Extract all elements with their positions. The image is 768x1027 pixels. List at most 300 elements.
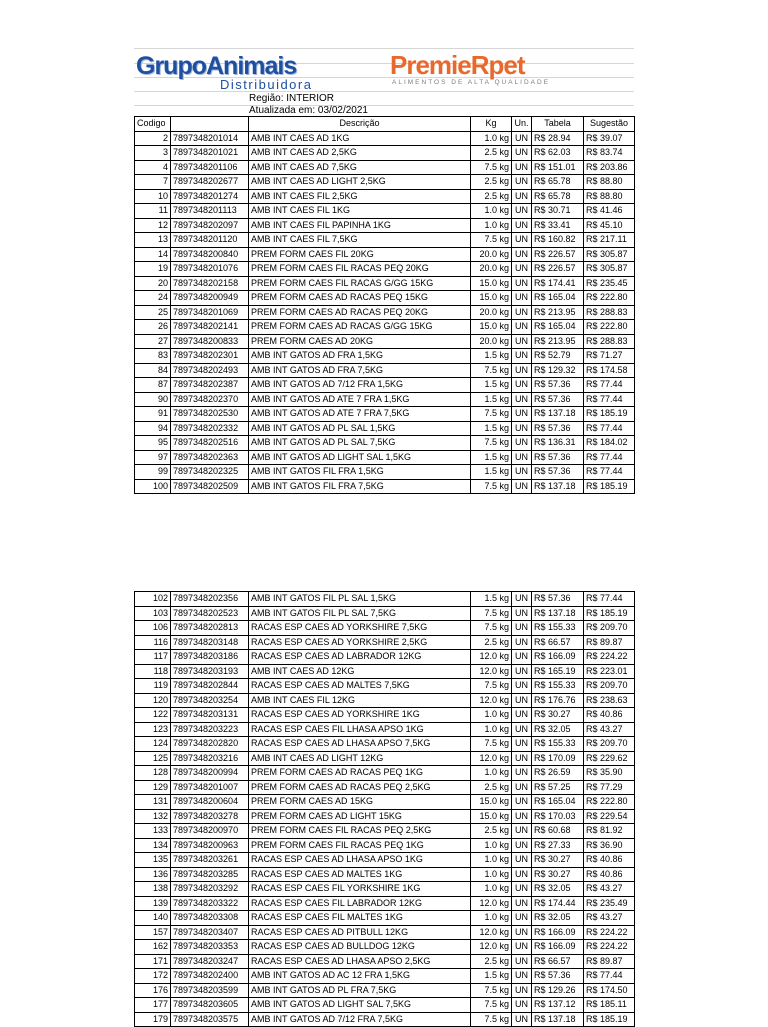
cell-un: UN [512,450,532,465]
cell-descricao: AMB INT GATOS AD 7/12 FRA 1,5KG [249,378,471,393]
cell-ean: 7897348201014 [171,131,249,146]
cell-descricao: AMB INT CAES AD 12KG [249,664,471,679]
cell-tabela: R$ 137.18 [532,1012,584,1027]
cell-ean: 7897348203261 [171,853,249,868]
table-row [135,450,635,465]
cell-codigo: 102 [135,592,171,607]
cell-codigo: 123 [135,722,171,737]
cell-kg: 2.5 kg [471,824,512,839]
cell-tabela: R$ 62.03 [532,146,584,161]
cell-un: UN [512,320,532,335]
price-table-2-body [135,592,635,1027]
cell-un: UN [512,276,532,291]
cell-kg: 12.0 kg [471,896,512,911]
cell-sugestao: R$ 185.19 [584,606,635,621]
cell-descricao: RACAS ESP CAES AD MALTES 1KG [249,867,471,882]
cell-tabela: R$ 57.36 [532,450,584,465]
table-header-row [135,117,635,132]
cell-un: UN [512,175,532,190]
cell-un: UN [512,867,532,882]
cell-codigo: 128 [135,766,171,781]
table-row [135,407,635,422]
cell-descricao: AMB INT GATOS FIL PL SAL 1,5KG [249,592,471,607]
cell-ean: 7897348203186 [171,650,249,665]
cell-sugestao: R$ 77.44 [584,421,635,436]
cell-tabela: R$ 165.04 [532,320,584,335]
cell-kg: 1.0 kg [471,708,512,723]
table-row [135,1012,635,1027]
table-row [135,334,635,349]
cell-descricao: RACAS ESP CAES AD YORKSHIRE 2,5KG [249,635,471,650]
cell-descricao: RACAS ESP CAES AD YORKSHIRE 1KG [249,708,471,723]
cell-descricao: PREM FORM CAES FIL RACAS PEQ 1KG [249,838,471,853]
cell-codigo: 157 [135,925,171,940]
column-header-tabela: Tabela [532,117,584,132]
cell-sugestao: R$ 43.27 [584,911,635,926]
cell-tabela: R$ 137.18 [532,407,584,422]
cell-kg: 20.0 kg [471,262,512,277]
cell-descricao: PREM FORM CAES FIL 20KG [249,247,471,262]
table-row [135,276,635,291]
cell-descricao: AMB INT CAES FIL 1KG [249,204,471,219]
cell-kg: 12.0 kg [471,925,512,940]
cell-un: UN [512,853,532,868]
cell-ean: 7897348201274 [171,189,249,204]
cell-kg: 1.5 kg [471,592,512,607]
cell-ean: 7897348203278 [171,809,249,824]
cell-ean: 7897348202493 [171,363,249,378]
cell-codigo: 171 [135,954,171,969]
cell-descricao: AMB INT CAES AD LIGHT 12KG [249,751,471,766]
cell-sugestao: R$ 305.87 [584,262,635,277]
cell-codigo: 26 [135,320,171,335]
table-row [135,954,635,969]
cell-tabela: R$ 30.27 [532,708,584,723]
cell-ean: 7897348202325 [171,465,249,480]
table-row [135,838,635,853]
cell-kg: 7.5 kg [471,1012,512,1027]
cell-descricao: AMB INT GATOS AD PL SAL 7,5KG [249,436,471,451]
cell-un: UN [512,998,532,1013]
cell-un: UN [512,247,532,262]
cell-kg: 1.0 kg [471,911,512,926]
cell-un: UN [512,291,532,306]
cell-sugestao: R$ 185.19 [584,1012,635,1027]
cell-descricao: AMB INT GATOS AD ATE 7 FRA 7,5KG [249,407,471,422]
cell-ean: 7897348203216 [171,751,249,766]
cell-ean: 7897348203223 [171,722,249,737]
cell-ean: 7897348202332 [171,421,249,436]
cell-sugestao: R$ 222.80 [584,795,635,810]
cell-tabela: R$ 137.18 [532,479,584,494]
cell-tabela: R$ 32.05 [532,911,584,926]
premierpet-logo [390,52,560,98]
cell-ean: 7897348202387 [171,378,249,393]
cell-kg: 15.0 kg [471,291,512,306]
cell-un: UN [512,838,532,853]
cell-codigo: 140 [135,911,171,926]
cell-codigo: 27 [135,334,171,349]
grupoanimais-logo-text: GrupoAnimais [136,52,297,80]
table-row [135,635,635,650]
cell-kg: 15.0 kg [471,809,512,824]
cell-un: UN [512,809,532,824]
cell-codigo: 136 [135,867,171,882]
cell-codigo: 87 [135,378,171,393]
cell-tabela: R$ 151.01 [532,160,584,175]
cell-tabela: R$ 66.57 [532,954,584,969]
cell-sugestao: R$ 224.22 [584,925,635,940]
table-row [135,780,635,795]
cell-un: UN [512,189,532,204]
cell-tabela: R$ 174.41 [532,276,584,291]
cell-sugestao: R$ 77.44 [584,969,635,984]
cell-kg: 1.0 kg [471,722,512,737]
cell-tabela: R$ 65.78 [532,189,584,204]
cell-tabela: R$ 57.36 [532,592,584,607]
table-row [135,664,635,679]
cell-codigo: 10 [135,189,171,204]
cell-un: UN [512,204,532,219]
cell-sugestao: R$ 36.90 [584,838,635,853]
cell-un: UN [512,708,532,723]
cell-kg: 20.0 kg [471,247,512,262]
cell-sugestao: R$ 222.80 [584,291,635,306]
cell-kg: 1.0 kg [471,131,512,146]
cell-sugestao: R$ 77.29 [584,780,635,795]
cell-un: UN [512,131,532,146]
cell-kg: 7.5 kg [471,233,512,248]
cell-codigo: 135 [135,853,171,868]
cell-tabela: R$ 27.33 [532,838,584,853]
cell-descricao: RACAS ESP CAES FIL YORKSHIRE 1KG [249,882,471,897]
cell-descricao: RACAS ESP CAES AD PITBULL 12KG [249,925,471,940]
cell-un: UN [512,969,532,984]
cell-tabela: R$ 165.04 [532,795,584,810]
cell-tabela: R$ 176.76 [532,693,584,708]
cell-tabela: R$ 170.09 [532,751,584,766]
cell-un: UN [512,479,532,494]
cell-kg: 12.0 kg [471,664,512,679]
cell-descricao: AMB INT GATOS AD FRA 7,5KG [249,363,471,378]
cell-ean: 7897348201069 [171,305,249,320]
cell-codigo: 2 [135,131,171,146]
cell-descricao: RACAS ESP CAES AD LHASA APSO 7,5KG [249,737,471,752]
table-row [135,679,635,694]
cell-tabela: R$ 165.04 [532,291,584,306]
cell-codigo: 133 [135,824,171,839]
cell-ean: 7897348202530 [171,407,249,422]
cell-codigo: 19 [135,262,171,277]
cell-kg: 1.5 kg [471,421,512,436]
cell-ean: 7897348202400 [171,969,249,984]
cell-codigo: 99 [135,465,171,480]
cell-sugestao: R$ 203.86 [584,160,635,175]
cell-sugestao: R$ 77.44 [584,592,635,607]
cell-un: UN [512,592,532,607]
cell-ean: 7897348203322 [171,896,249,911]
cell-kg: 12.0 kg [471,650,512,665]
table-row [135,189,635,204]
cell-sugestao: R$ 81.92 [584,824,635,839]
cell-sugestao: R$ 77.44 [584,465,635,480]
table-row [135,392,635,407]
cell-descricao: PREM FORM CAES FIL RACAS PEQ 20KG [249,262,471,277]
table-row [135,751,635,766]
cell-un: UN [512,621,532,636]
cell-ean: 7897348203599 [171,983,249,998]
cell-ean: 7897348200604 [171,795,249,810]
table-row [135,204,635,219]
cell-kg: 1.0 kg [471,882,512,897]
cell-un: UN [512,896,532,911]
table-row [135,436,635,451]
grupoanimais-logo [136,54,326,98]
cell-kg: 7.5 kg [471,363,512,378]
cell-ean: 7897348202813 [171,621,249,636]
cell-un: UN [512,349,532,364]
column-header-un: Un. [512,117,532,132]
table-row [135,969,635,984]
cell-descricao: RACAS ESP CAES AD YORKSHIRE 7,5KG [249,621,471,636]
cell-tabela: R$ 165.19 [532,664,584,679]
cell-tabela: R$ 57.36 [532,378,584,393]
cell-tabela: R$ 65.78 [532,175,584,190]
cell-un: UN [512,940,532,955]
cell-tabela: R$ 60.68 [532,824,584,839]
cell-sugestao: R$ 224.22 [584,940,635,955]
cell-tabela: R$ 129.26 [532,983,584,998]
cell-sugestao: R$ 40.86 [584,853,635,868]
cell-sugestao: R$ 40.86 [584,708,635,723]
cell-descricao: PREM FORM CAES AD RACAS G/GG 15KG [249,320,471,335]
cell-un: UN [512,392,532,407]
table-row [135,606,635,621]
table-row [135,853,635,868]
cell-kg: 1.5 kg [471,392,512,407]
cell-codigo: 131 [135,795,171,810]
cell-descricao: RACAS ESP CAES AD LHASA APSO 1KG [249,853,471,868]
cell-descricao: AMB INT CAES AD 7,5KG [249,160,471,175]
cell-sugestao: R$ 88.80 [584,189,635,204]
cell-codigo: 11 [135,204,171,219]
cell-codigo: 179 [135,1012,171,1027]
table-row [135,911,635,926]
cell-kg: 1.5 kg [471,349,512,364]
cell-tabela: R$ 28.94 [532,131,584,146]
cell-sugestao: R$ 71.27 [584,349,635,364]
cell-tabela: R$ 166.09 [532,650,584,665]
table-row [135,363,635,378]
cell-codigo: 83 [135,349,171,364]
cell-un: UN [512,983,532,998]
cell-kg: 15.0 kg [471,276,512,291]
cell-sugestao: R$ 229.54 [584,809,635,824]
cell-ean: 7897348203308 [171,911,249,926]
cell-descricao: AMB INT GATOS AD LIGHT SAL 1,5KG [249,450,471,465]
cell-sugestao: R$ 45.10 [584,218,635,233]
cell-tabela: R$ 166.09 [532,940,584,955]
cell-codigo: 124 [135,737,171,752]
cell-sugestao: R$ 77.44 [584,378,635,393]
cell-codigo: 13 [135,233,171,248]
cell-ean: 7897348203148 [171,635,249,650]
cell-ean: 7897348201120 [171,233,249,248]
cell-tabela: R$ 137.12 [532,998,584,1013]
region-label: Região: INTERIOR [249,93,335,104]
cell-ean: 7897348200963 [171,838,249,853]
cell-ean: 7897348203285 [171,867,249,882]
cell-un: UN [512,824,532,839]
cell-codigo: 12 [135,218,171,233]
cell-descricao: PREM FORM CAES AD RACAS PEQ 2,5KG [249,780,471,795]
cell-ean: 7897348201007 [171,780,249,795]
cell-codigo: 25 [135,305,171,320]
cell-codigo: 139 [135,896,171,911]
cell-descricao: PREM FORM CAES AD LIGHT 15KG [249,809,471,824]
cell-codigo: 116 [135,635,171,650]
cell-codigo: 106 [135,621,171,636]
cell-tabela: R$ 57.25 [532,780,584,795]
cell-ean: 7897348202141 [171,320,249,335]
cell-sugestao: R$ 235.45 [584,276,635,291]
cell-codigo: 162 [135,940,171,955]
column-header-ean [171,117,249,132]
cell-kg: 20.0 kg [471,334,512,349]
cell-tabela: R$ 155.33 [532,621,584,636]
cell-descricao: RACAS ESP CAES AD LABRADOR 12KG [249,650,471,665]
cell-kg: 2.5 kg [471,146,512,161]
table-row [135,621,635,636]
cell-codigo: 176 [135,983,171,998]
table-row [135,998,635,1013]
price-table-2 [134,591,635,1027]
cell-sugestao: R$ 39.07 [584,131,635,146]
cell-sugestao: R$ 288.83 [584,334,635,349]
cell-un: UN [512,650,532,665]
table-row [135,650,635,665]
cell-sugestao: R$ 35.90 [584,766,635,781]
cell-ean: 7897348203193 [171,664,249,679]
cell-ean: 7897348202844 [171,679,249,694]
cell-kg: 7.5 kg [471,737,512,752]
cell-tabela: R$ 32.05 [532,722,584,737]
cell-descricao: AMB INT GATOS AD AC 12 FRA 1,5KG [249,969,471,984]
table-row [135,465,635,480]
table-row [135,421,635,436]
cell-un: UN [512,421,532,436]
cell-un: UN [512,363,532,378]
document-header [134,48,634,116]
table-row [135,824,635,839]
cell-un: UN [512,882,532,897]
cell-tabela: R$ 57.36 [532,465,584,480]
cell-codigo: 132 [135,809,171,824]
cell-tabela: R$ 30.71 [532,204,584,219]
cell-kg: 7.5 kg [471,160,512,175]
cell-sugestao: R$ 185.19 [584,479,635,494]
table-row [135,693,635,708]
cell-un: UN [512,305,532,320]
cell-kg: 1.5 kg [471,465,512,480]
cell-tabela: R$ 137.18 [532,606,584,621]
cell-ean: 7897348203131 [171,708,249,723]
cell-descricao: AMB INT CAES FIL 2,5KG [249,189,471,204]
cell-ean: 7897348202677 [171,175,249,190]
cell-sugestao: R$ 229.62 [584,751,635,766]
cell-descricao: AMB INT GATOS AD PL SAL 1,5KG [249,421,471,436]
cell-descricao: AMB INT GATOS AD FRA 1,5KG [249,349,471,364]
cell-ean: 7897348202301 [171,349,249,364]
cell-ean: 7897348203353 [171,940,249,955]
cell-sugestao: R$ 209.70 [584,679,635,694]
cell-kg: 7.5 kg [471,436,512,451]
cell-descricao: AMB INT GATOS FIL FRA 1,5KG [249,465,471,480]
cell-un: UN [512,795,532,810]
cell-un: UN [512,160,532,175]
cell-codigo: 7 [135,175,171,190]
cell-un: UN [512,664,532,679]
cell-un: UN [512,954,532,969]
cell-descricao: AMB INT CAES FIL PAPINHA 1KG [249,218,471,233]
table-row [135,233,635,248]
cell-un: UN [512,436,532,451]
cell-ean: 7897348203575 [171,1012,249,1027]
cell-sugestao: R$ 43.27 [584,722,635,737]
cell-ean: 7897348203247 [171,954,249,969]
cell-descricao: RACAS ESP CAES AD LHASA APSO 2,5KG [249,954,471,969]
cell-codigo: 94 [135,421,171,436]
cell-kg: 1.5 kg [471,378,512,393]
cell-ean: 7897348200994 [171,766,249,781]
cell-tabela: R$ 52.79 [532,349,584,364]
cell-codigo: 3 [135,146,171,161]
cell-codigo: 172 [135,969,171,984]
table-row [135,708,635,723]
cell-kg: 1.0 kg [471,867,512,882]
column-header-descricao: Descrição [249,117,471,132]
cell-codigo: 138 [135,882,171,897]
cell-ean: 7897348203407 [171,925,249,940]
cell-sugestao: R$ 184.02 [584,436,635,451]
cell-tabela: R$ 226.57 [532,247,584,262]
cell-ean: 7897348203292 [171,882,249,897]
cell-descricao: PREM FORM CAES AD 20KG [249,334,471,349]
cell-kg: 15.0 kg [471,320,512,335]
cell-un: UN [512,465,532,480]
cell-tabela: R$ 166.09 [532,925,584,940]
cell-un: UN [512,334,532,349]
cell-descricao: RACAS ESP CAES AD MALTES 7,5KG [249,679,471,694]
cell-tabela: R$ 213.95 [532,305,584,320]
cell-descricao: PREM FORM CAES FIL RACAS PEQ 2,5KG [249,824,471,839]
cell-kg: 1.0 kg [471,853,512,868]
price-table-1-body [135,131,635,494]
cell-codigo: 119 [135,679,171,694]
cell-ean: 7897348202523 [171,606,249,621]
table-row [135,305,635,320]
cell-kg: 1.5 kg [471,450,512,465]
cell-kg: 7.5 kg [471,621,512,636]
cell-tabela: R$ 66.57 [532,635,584,650]
cell-descricao: AMB INT CAES AD LIGHT 2,5KG [249,175,471,190]
table-row [135,247,635,262]
table-row [135,479,635,494]
cell-sugestao: R$ 174.50 [584,983,635,998]
table-row [135,175,635,190]
cell-descricao: AMB INT CAES FIL 12KG [249,693,471,708]
cell-codigo: 134 [135,838,171,853]
